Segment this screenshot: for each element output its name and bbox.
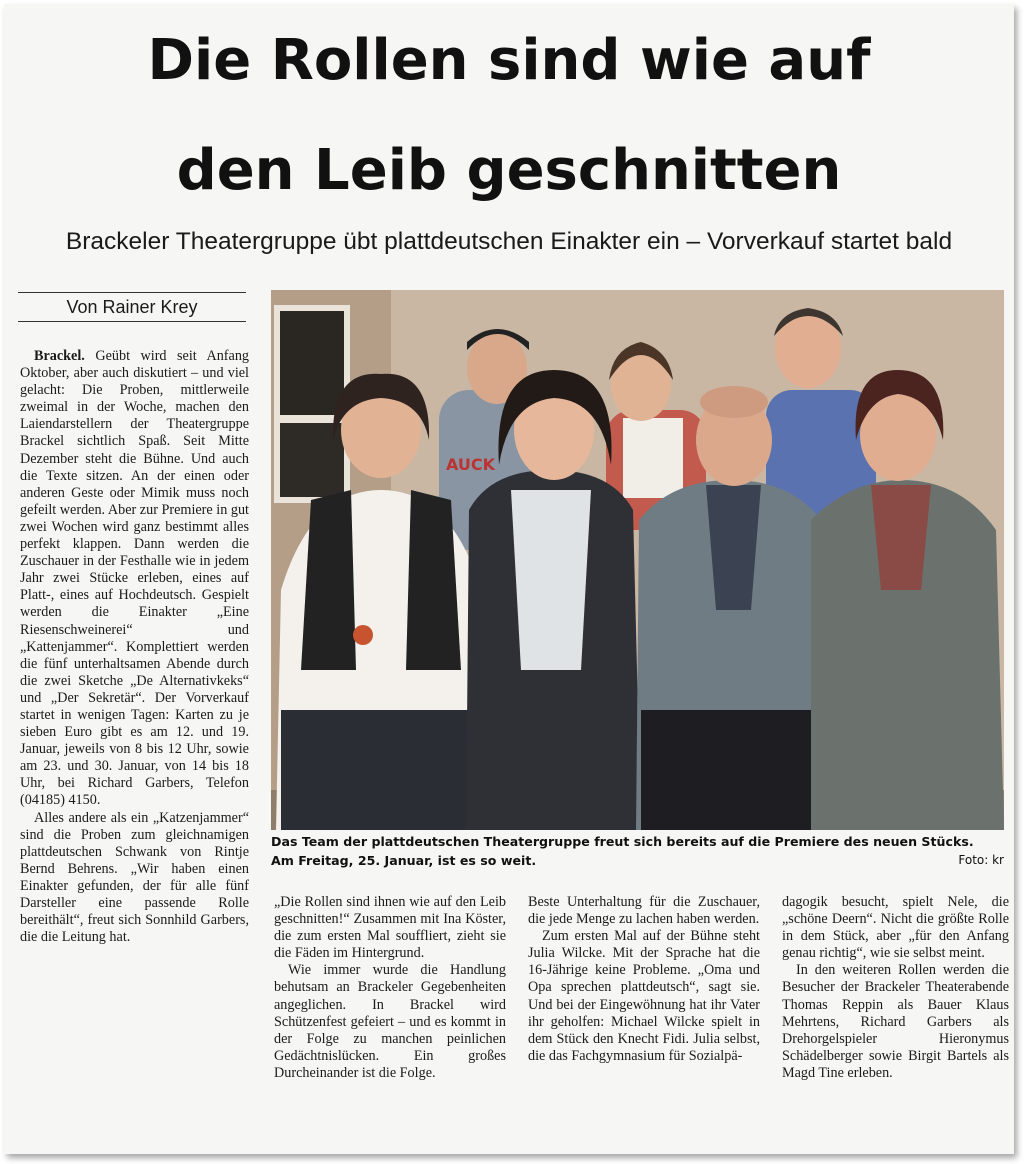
caption-line-2: Am Freitag, 25. Januar, ist es so weit. — [271, 853, 537, 868]
subheadline: Brackeler Theatergruppe übt plattdeutschen Einakter ein – Vorverkauf startet bald — [65, 228, 953, 255]
text-column-2 — [274, 894, 506, 1082]
group-photo-illustration — [271, 290, 1004, 830]
paragraph: Alles andere als ein „Katzenjammer“ sind die Proben zum gleichnamigen plattdeutschen Schwank von Rintje Bernd Behrens. „Wir haben einen Einakter gefunden, der für alle fünf Darsteller eine passende Rolle bereithält“, freut sich Sonnhild Garbers, die die Leitung hat. — [20, 809, 249, 946]
paragraph — [20, 348, 249, 810]
group-photo — [271, 290, 1004, 830]
text-column-4 — [782, 894, 1009, 1082]
paragraph: „Die Rollen sind ihnen wie auf den Leib geschnitten!“ Zusammen mit Ina Köster, die zum ersten Mal souffliert, zieht sie die Fäden im Hintergrund. — [274, 894, 506, 962]
dateline: Brackel. — [34, 348, 85, 364]
text-column-3 — [528, 894, 760, 1065]
byline: Von Rainer Krey — [18, 292, 246, 322]
paragraph: Beste Unterhaltung für die Zuschauer, die jede Menge zu lachen haben werden. — [528, 894, 760, 928]
photo-credit: Foto: kr — [958, 853, 1004, 867]
headline — [4, 6, 1014, 226]
paragraph: Wie immer wurde die Handlung behutsam an Brackeler Gegebenheiten angeglichen. In Brackel wird Schützenfest gefeiert – und es kommt in der Folge zu manchen peinlichen Gedächtnislücken. Ein großes Durcheinander ist die Folge. — [274, 962, 506, 1081]
paragraph-text: Geübt wird seit Anfang Oktober, aber auch diskutiert – und viel gelacht: Die Proben, mittlerweile zweimal in der Woche, machen den Laiendarstellern der Theatergruppe Brackel sichtlich Spaß. Seit Mitte Dezember steht die Bühne. Und auch die Texte sitzen. An der einen oder anderen Geste oder Mimik muss noch gefeilt werden. Aber zur Premiere in gut zwei Wochen wird ganz bestimmt alles perfekt klappen. Dann werden die Zuschauer in der Festhalle wie in jedem Jahr zwei Stücke erleben, eines auf Platt-, eines auf Hochdeutsch. Gespielt werden die Einakter „Eine Riesenschweinerei“ und „Kattenjammer“. Komplettiert werden die fünf unterhaltsamen Abende durch die zwei Sketche „De Alternativkeks“ und „Der Sekretär“. Der Vorverkauf startet in wenigen Tagen: Karten zu je sieben Euro gibt es am 12. und 19. Januar, jeweils von 8 bis 12 Uhr, sowie am 23. und 30. Januar, von 14 bis 18 Uhr, bei Richard Garbers, Telefon (04185) 4150. — [20, 348, 250, 809]
paragraph: Zum ersten Mal auf der Bühne steht Julia Wilcke. Mit der Sprache hat die 16-Jährige keine Probleme. „Oma und Opa sprechen plattdeutsch“, sagt sie. Und bei der Eingewöhnung hat ihr Vater ihr geholfen: Michael Wilcke spielt in dem Stück den Knecht Fidi. Julia selbst, die das Fachgymnasium für Sozialpä- — [528, 928, 760, 1064]
caption-line-1: Das Team der plattdeutschen Theatergruppe freut sich bereits auf die Premiere des neuen Stücks. — [271, 834, 974, 849]
photo-caption — [271, 832, 1008, 870]
sweater-text: AUCK — [446, 455, 496, 474]
headline-line-2: den Leib geschnitten — [176, 138, 842, 203]
paragraph: dagogik besucht, spielt Nele, die „schöne Deern“. Nicht die größte Rolle in dem Stück, aber „für den Anfang genau richtig“, wie sie selbst meint. — [782, 894, 1009, 962]
paragraph: In den weiteren Rollen werden die Besucher der Brackeler Theaterabende Thomas Reppin als Bauer Klaus Mehrtens, Richard Garbers als Drehorgelspieler Hieronymus Schädelberger sowie Birgit Bartels als Magd Tine erleben. — [782, 962, 1009, 1081]
headline-line-1: Die Rollen sind wie auf — [147, 28, 871, 93]
newspaper-clipping — [4, 4, 1014, 1154]
text-column-1 — [20, 348, 249, 946]
